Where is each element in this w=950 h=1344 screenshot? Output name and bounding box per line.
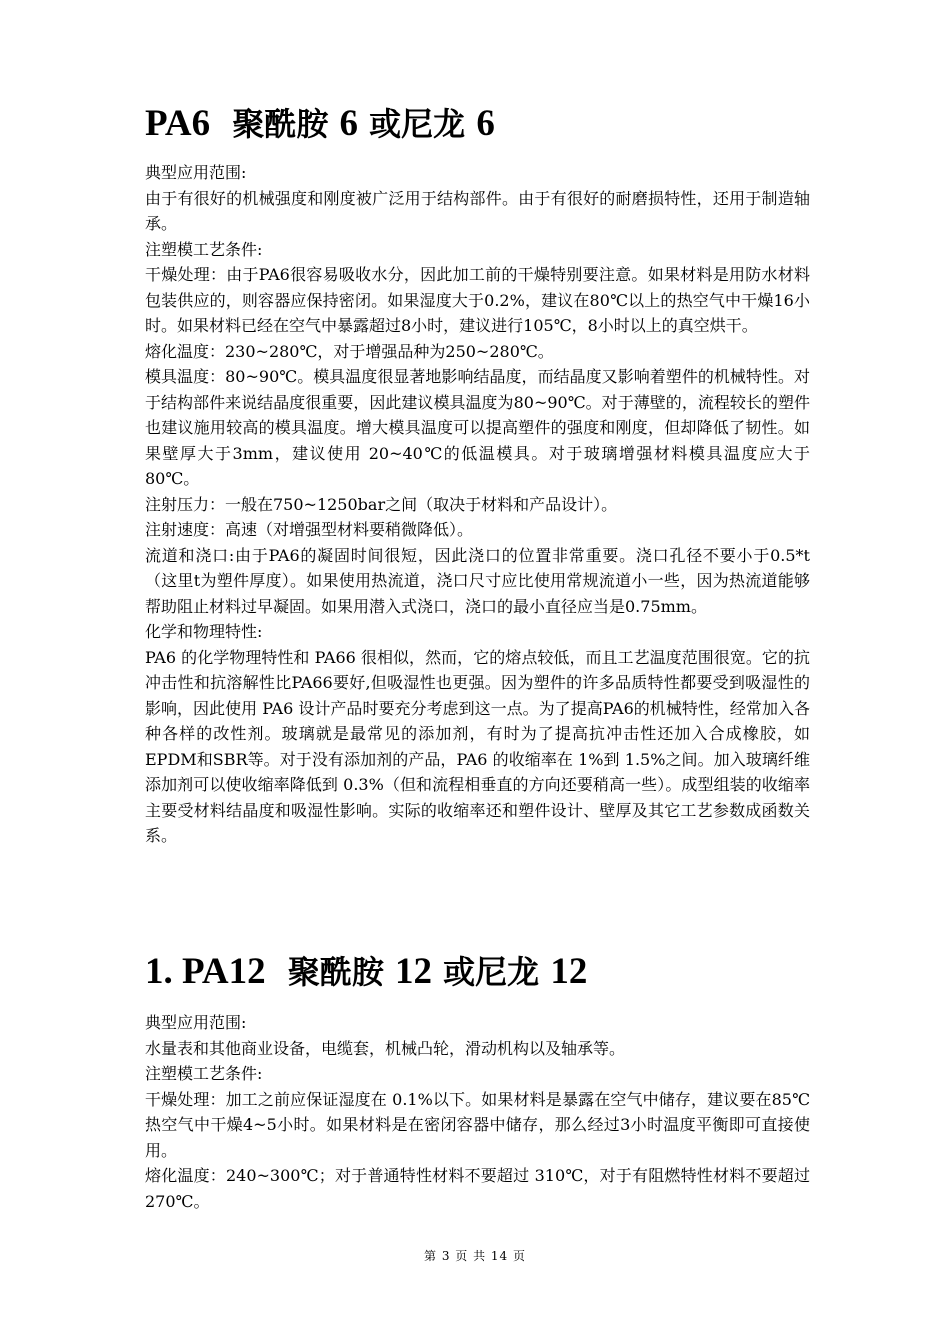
paragraph-melt-temperature: 熔化温度：230~280℃，对于增强品种为250~280℃。 [145, 341, 554, 361]
label-typical-applications: 典型应用范围: [145, 163, 247, 182]
paragraph-mold-temperature: 模具温度：80~90℃。模具温度很显著地影响结晶度，而结晶度又影响着塑件的机械特性。对于结构部件来说结晶度很重要，因此建议模具温度为80~90℃。对于薄壁的，流程较长的塑件也建议施用较高的模具温度。增大模具温度可以提高塑件的强度和刚度，但却降低了韧性。如果壁厚大于3mm，建议使用 20~40℃的低温模具。对于玻璃增强材料模具温度应大于 80℃。 [145, 367, 810, 488]
page-footer: 第 3 页 共 14 页 [424, 1249, 526, 1263]
paragraph-injection-speed: 注射速度：高速（对增强型材料要稍微降低）。 [145, 520, 474, 539]
paragraph-applications: 水量表和其他商业设备，电缆套，机械凸轮，滑动机构以及轴承等。 [145, 1038, 626, 1058]
paragraph-melt-temperature: 熔化温度：240~300℃；对于普通特性材料不要超过 310℃，对于有阻燃特性材料不要超过270℃。 [145, 1166, 810, 1211]
section-heading-pa6: PA6 聚酰胺 6 或尼龙 6 [145, 103, 495, 144]
label-typical-applications: 典型应用范围: [145, 1013, 247, 1032]
section-body-pa6 [145, 160, 810, 849]
label-molding-conditions: 注塑模工艺条件: [145, 1064, 263, 1083]
paragraph-drying: 干燥处理：加工之前应保证湿度在 0.1%以下。如果材料是暴露在空气中储存，建议要在85℃热空气中干燥4~5小时。如果材料是在密闭容器中储存，那么经过3小时温度平衡即可直接使用。 [145, 1089, 810, 1160]
label-molding-conditions: 注塑模工艺条件: [145, 239, 263, 259]
paragraph-injection-pressure: 注射压力：一般在750~1250bar之间（取决于材料和产品设计）。 [145, 494, 618, 514]
section-heading-pa12: 1. PA12 聚酰胺 12 或尼龙 12 [145, 951, 588, 992]
label-chemical-physical: 化学和物理特性: [145, 622, 263, 641]
paragraph-chemical-physical: PA6 的化学物理特性和 PA66 很相似，然而，它的熔点较低，而且工艺温度范围很宽。它的抗冲击性和抗溶解性比PA66要好,但吸湿性也更强。因为塑件的许多品质特性都要受到吸湿性的影响，因此使用 PA6 设计产品时要充分考虑到这一点。为了提高PA6的机械特性，经常加入各种各样的改性剂。玻璃就是最常见的添加剂，有时为了提高抗冲击性还加入合成橡胶，如EPDM和SBR等。对于没有添加剂的产品，PA6 的收缩率在 1%到 1.5%之间。加入玻璃纤维添加剂可以使收缩率降低到 0.3%（但和流程相垂直的方向还要稍高一些）。成型组装的收缩率主要受材料结晶度和吸湿性影响。实际的收缩率还和塑件设计、壁厚及其它工艺参数成函数关系。 [145, 647, 810, 845]
section-body-pa12 [145, 1010, 810, 1214]
paragraph-drying: 干燥处理：由于PA6很容易吸收水分，因此加工前的干燥特别要注意。如果材料是用防水材料包装供应的，则容器应保持密闭。如果湿度大于0.2%，建议在80℃以上的热空气中干燥16小时。如果材料已经在空气中暴露超过8小时，建议进行105℃，8小时以上的真空烘干。 [145, 265, 810, 335]
paragraph-applications: 由于有很好的机械强度和刚度被广泛用于结构部件。由于有很好的耐磨损特性，还用于制造轴承。 [145, 188, 810, 233]
paragraph-runners-gates: 流道和浇口:由于PA6的凝固时间很短，因此浇口的位置非常重要。浇口孔径不要小于0.5*t（这里t为塑件厚度）。如果使用热流道，浇口尺寸应比使用常规流道小一些，因为热流道能够帮助阻止材料过早凝固。如果用潜入式浇口，浇口的最小直径应当是0.75mm。 [145, 545, 810, 616]
